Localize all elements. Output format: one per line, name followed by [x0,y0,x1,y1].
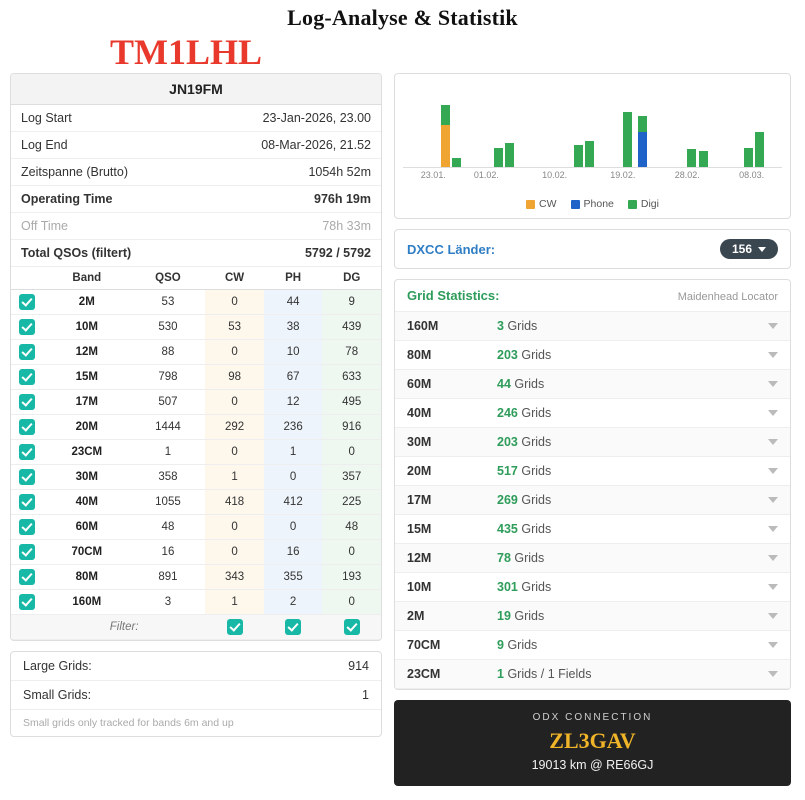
list-item[interactable] [395,515,790,544]
summary-row [11,213,381,240]
grid-stat-band: 40M [407,406,432,420]
chart-bar [494,148,503,167]
table-row [11,515,381,540]
chart-bar [505,143,514,167]
chart-legend-item[interactable] [628,198,659,210]
checkbox-icon[interactable] [19,419,35,435]
odx-caption: ODX CONNECTION [532,712,653,723]
band-table-th-dg: DG [322,267,381,290]
band-row-cw: 0 [205,515,264,540]
summary-row [11,240,381,267]
grid-stat-value [497,522,768,536]
band-row-ph: 44 [264,290,323,315]
band-row-band: 23CM [43,440,131,465]
band-row-qso: 507 [131,390,206,415]
grid-stat-suffix: Grids [521,522,552,536]
chart-bar [755,132,764,167]
checkbox-icon[interactable] [19,519,35,535]
legend-label: CW [539,198,557,210]
chevron-down-icon[interactable] [768,584,778,590]
summary-row-label: Log End [21,138,68,152]
band-row-checkbox[interactable] [11,490,43,515]
chart-bar-segment-digi [699,151,708,167]
checkbox-icon[interactable] [19,394,35,410]
band-row-ph: 0 [264,465,323,490]
band-row-band: 30M [43,465,131,490]
checkbox-icon[interactable] [19,544,35,560]
chart-bar-segment-digi [623,112,632,167]
list-item[interactable] [395,660,790,689]
legend-swatch-icon [628,200,637,209]
odx-card [394,700,791,786]
band-row-cw: 98 [205,365,264,390]
chevron-down-icon [758,247,766,252]
checkbox-icon[interactable] [344,619,360,635]
grid-totals-note: Small grids only tracked for bands 6m and up [23,717,234,729]
chart-x-tick: 10.02. [542,170,568,180]
band-row-checkbox[interactable] [11,340,43,365]
band-row-ph: 12 [264,390,323,415]
grid-stat-suffix: Grids [521,406,552,420]
table-row [11,340,381,365]
grid-stat-suffix: Grids [521,435,552,449]
summary-row-label: Off Time [21,219,69,233]
band-row-band: 15M [43,365,131,390]
band-row-dg: 78 [322,340,381,365]
band-row-band: 17M [43,390,131,415]
band-row-ph: 355 [264,565,323,590]
band-row-dg: 9 [322,290,381,315]
chart-x-tick: 23.01. [420,170,446,180]
grid-stat-band: 160M [407,319,439,333]
odx-callsign: ZL3GAV [549,728,636,753]
activity-chart [403,80,782,192]
right-column [394,73,791,786]
grid-total-row [11,681,381,710]
grid-stat-value [497,667,768,681]
band-row-checkbox[interactable] [11,440,43,465]
chart-bar-segment-digi [638,116,647,132]
list-item[interactable] [395,602,790,631]
grid-stat-count: 3 [497,319,504,333]
grid-stat-value [497,348,768,362]
chart-bar [638,116,647,167]
grid-stat-value [497,551,768,565]
chevron-down-icon[interactable] [768,526,778,532]
band-row-band: 160M [43,590,131,615]
chart-bar [699,151,708,167]
grid-stat-value [497,493,768,507]
band-row-checkbox[interactable] [11,290,43,315]
band-row-cw: 0 [205,540,264,565]
grid-stat-count: 19 [497,609,511,623]
checkbox-icon[interactable] [19,594,35,610]
chart-bar [687,149,696,167]
table-row [11,290,381,315]
checkbox-icon[interactable] [19,444,35,460]
band-row-qso: 798 [131,365,206,390]
table-row [11,565,381,590]
chart-bar-segment-digi [441,105,450,124]
band-row-cw: 292 [205,415,264,440]
band-row-checkbox[interactable] [11,390,43,415]
list-item[interactable] [395,428,790,457]
grid-stat-count: 78 [497,551,511,565]
grid-stat-count: 9 [497,638,504,652]
summary-row-value: 23-Jan-2026, 23.00 [262,111,371,125]
band-row-band: 12M [43,340,131,365]
grid-stat-band: 60M [407,377,432,391]
grid-stat-count: 269 [497,493,518,507]
chart-legend-item[interactable] [571,198,614,210]
grid-stat-suffix: Grids / 1 Fields [507,667,592,681]
band-row-qso: 48 [131,515,206,540]
band-row-dg: 633 [322,365,381,390]
grid-stat-count: 435 [497,522,518,536]
chart-bar-segment-digi [452,158,461,167]
list-item[interactable] [395,631,790,660]
grid-stat-suffix: Grids [521,348,552,362]
summary-row-value: 5792 / 5792 [304,246,371,260]
filter-spacer [11,615,43,640]
dxcc-row[interactable] [395,230,790,268]
legend-swatch-icon [571,200,580,209]
grid-stat-band: 10M [407,580,432,594]
chevron-down-icon[interactable] [768,671,778,677]
grid-stat-band: 30M [407,435,432,449]
summary-row [11,159,381,186]
summary-row [11,186,381,213]
chart-bar [574,145,583,167]
chevron-down-icon[interactable] [768,613,778,619]
grid-stat-band: 20M [407,464,432,478]
band-row-dg: 193 [322,565,381,590]
band-row-checkbox[interactable] [11,565,43,590]
table-row [11,390,381,415]
grid-stat-band: 2M [407,609,425,623]
station-callsign: TM1LHL [110,32,263,72]
activity-chart-card [394,73,791,219]
chevron-down-icon[interactable] [768,323,778,329]
grid-stat-band: 23CM [407,667,441,681]
table-row [11,440,381,465]
list-item[interactable] [395,312,790,341]
band-row-cw: 418 [205,490,264,515]
dxcc-count-pill[interactable] [720,239,778,259]
chevron-down-icon[interactable] [768,410,778,416]
band-row-cw: 0 [205,290,264,315]
chart-x-tick: 19.02. [610,170,636,180]
grid-stat-value [497,638,768,652]
chevron-down-icon[interactable] [768,439,778,445]
grid-stat-value [497,377,768,391]
grid-total-row [11,652,381,681]
filter-checkbox-cw[interactable] [205,615,264,640]
chart-bar [744,148,753,167]
band-row-cw: 0 [205,340,264,365]
band-row-checkbox[interactable] [11,540,43,565]
table-row [11,490,381,515]
band-row-cw: 343 [205,565,264,590]
grid-stat-suffix: Grids [514,551,545,565]
dxcc-card [394,229,791,269]
dxcc-count: 156 [731,242,752,256]
band-row-band: 2M [43,290,131,315]
checkbox-icon[interactable] [19,569,35,585]
grid-statistics-card [394,279,791,690]
content-columns [0,73,805,786]
grid-statistics-title: Grid Statistics: [407,288,500,303]
band-statistics-table [11,267,381,640]
grid-stat-count: 203 [497,348,518,362]
grid-total-value: 914 [348,659,369,673]
band-table-th-band: Band [43,267,131,290]
table-row [11,590,381,615]
band-table-th-check [11,267,43,290]
band-row-ph: 10 [264,340,323,365]
band-row-cw: 1 [205,590,264,615]
grid-stat-suffix: Grids [521,464,552,478]
grid-stat-suffix: Grids [507,638,538,652]
grid-stat-count: 246 [497,406,518,420]
grid-stat-count: 203 [497,435,518,449]
summary-row-label: Log Start [21,111,72,125]
left-column [10,73,382,747]
list-item[interactable] [395,341,790,370]
table-row [11,315,381,340]
band-row-qso: 16 [131,540,206,565]
list-item[interactable] [395,544,790,573]
chart-bar [623,112,632,167]
filter-row [11,615,381,640]
band-row-ph: 67 [264,365,323,390]
grid-stat-count: 1 [497,667,504,681]
band-row-qso: 53 [131,290,206,315]
grid-stat-count: 517 [497,464,518,478]
band-table-th-ph: PH [264,267,323,290]
band-row-dg: 357 [322,465,381,490]
chart-bar-segment-digi [505,143,514,167]
summary-row [11,132,381,159]
legend-label: Digi [640,198,659,210]
grid-stat-band: 70CM [407,638,441,652]
checkbox-icon[interactable] [19,294,35,310]
band-row-band: 60M [43,515,131,540]
band-row-qso: 358 [131,465,206,490]
chart-bar-segment-digi [494,148,503,167]
grid-stat-count: 44 [497,377,511,391]
band-row-cw: 0 [205,440,264,465]
band-table-body [11,290,381,615]
band-row-qso: 3 [131,590,206,615]
filter-checkbox-dg[interactable] [322,615,381,640]
table-row [11,415,381,440]
grid-total-label: Small Grids: [23,688,92,702]
checkbox-icon[interactable] [227,619,243,635]
table-row [11,540,381,565]
band-row-ph: 16 [264,540,323,565]
band-row-qso: 1444 [131,415,206,440]
checkbox-icon[interactable] [285,619,301,635]
chart-bar [585,141,594,167]
band-row-cw: 1 [205,465,264,490]
band-row-cw: 0 [205,390,264,415]
grid-stat-band: 15M [407,522,432,536]
band-row-band: 70CM [43,540,131,565]
band-row-ph: 2 [264,590,323,615]
band-row-ph: 0 [264,515,323,540]
checkbox-icon[interactable] [19,494,35,510]
band-row-ph: 236 [264,415,323,440]
band-row-band: 20M [43,415,131,440]
chart-x-tick: 01.02. [473,170,499,180]
chart-bar [452,158,461,167]
dxcc-label: DXCC Länder: [407,241,496,257]
band-row-qso: 530 [131,315,206,340]
checkbox-icon[interactable] [19,319,35,335]
grid-total-label: Large Grids: [23,659,92,673]
band-row-band: 80M [43,565,131,590]
band-row-band: 40M [43,490,131,515]
chart-legend [403,192,782,214]
checkbox-icon[interactable] [19,469,35,485]
chart-bar-segment-digi [585,141,594,167]
grid-stat-value [497,435,768,449]
checkbox-icon[interactable] [19,369,35,385]
legend-swatch-icon [526,200,535,209]
grid-total-rows [11,652,381,710]
summary-row-value: 08-Mar-2026, 21.52 [261,138,371,152]
grid-totals-card [10,651,382,737]
band-row-checkbox[interactable] [11,415,43,440]
band-row-qso: 1 [131,440,206,465]
grid-stat-value [497,406,768,420]
grid-total-value: 1 [362,688,369,702]
page-title: Log-Analyse & Statistik [287,5,518,30]
band-row-checkbox[interactable] [11,515,43,540]
band-table-header-row [11,267,381,290]
chevron-down-icon[interactable] [768,497,778,503]
band-row-qso: 891 [131,565,206,590]
band-table-head [11,267,381,290]
list-item[interactable] [395,573,790,602]
chart-bar-segment-phone [638,132,647,167]
summary-row-value: 976h 19m [314,192,371,206]
grid-stat-band: 17M [407,493,432,507]
list-item[interactable] [395,399,790,428]
filter-checkbox-ph[interactable] [264,615,323,640]
chevron-down-icon[interactable] [768,381,778,387]
band-row-checkbox[interactable] [11,590,43,615]
band-table-th-cw: CW [205,267,264,290]
grid-stat-value [497,580,768,594]
band-row-dg: 495 [322,390,381,415]
summary-row [11,105,381,132]
summary-card [10,73,382,641]
band-row-dg: 48 [322,515,381,540]
summary-row-label: Operating Time [21,192,113,206]
band-row-dg: 916 [322,415,381,440]
grid-stat-value [497,609,768,623]
grid-stat-value [497,319,768,333]
summary-row-value: 78h 33m [322,219,371,233]
chevron-down-icon[interactable] [768,468,778,474]
chart-x-axis [403,168,782,184]
chart-bar-segment-digi [574,145,583,167]
chevron-down-icon[interactable] [768,352,778,358]
band-row-dg: 0 [322,590,381,615]
summary-rows [11,105,381,267]
band-row-dg: 0 [322,440,381,465]
summary-row-value: 1054h 52m [308,165,371,179]
checkbox-icon[interactable] [19,344,35,360]
grid-statistics-rows [395,312,790,689]
legend-label: Phone [583,198,614,210]
band-row-ph: 38 [264,315,323,340]
chart-plot-area [403,80,782,168]
chart-bar-segment-cw [441,125,450,167]
summary-row-label: Total QSOs (filtert) [21,246,132,260]
band-row-band: 10M [43,315,131,340]
band-row-cw: 53 [205,315,264,340]
chevron-down-icon[interactable] [768,555,778,561]
chart-bar-segment-digi [687,149,696,167]
band-table-th-qso: QSO [131,267,206,290]
grid-stat-suffix: Grids [514,609,545,623]
band-row-ph: 1 [264,440,323,465]
odx-distance: 19013 km @ RE66GJ [531,758,654,772]
band-row-dg: 225 [322,490,381,515]
chart-bar-segment-digi [755,132,764,167]
grid-stat-count: 301 [497,580,518,594]
band-row-qso: 88 [131,340,206,365]
grid-stat-suffix: Grids [514,377,545,391]
list-item[interactable] [395,370,790,399]
grid-stat-suffix: Grids [507,319,538,333]
chart-legend-item[interactable] [526,198,557,210]
band-row-ph: 412 [264,490,323,515]
list-item[interactable] [395,457,790,486]
grid-stat-suffix: Grids [521,493,552,507]
band-row-checkbox[interactable] [11,365,43,390]
band-row-checkbox[interactable] [11,465,43,490]
band-row-dg: 439 [322,315,381,340]
grid-stat-band: 80M [407,348,432,362]
chart-bar-segment-digi [744,148,753,167]
grid-stat-band: 12M [407,551,432,565]
chevron-down-icon[interactable] [768,642,778,648]
band-table-foot [11,615,381,640]
grid-stat-suffix: Grids [521,580,552,594]
grid-stat-value [497,464,768,478]
locator-header: JN19FM [11,74,381,105]
band-row-dg: 0 [322,540,381,565]
filter-label: Filter: [43,615,205,640]
band-row-checkbox[interactable] [11,315,43,340]
table-row [11,465,381,490]
chart-bar [441,105,450,167]
summary-row-label: Zeitspanne (Brutto) [21,165,128,179]
band-row-qso: 1055 [131,490,206,515]
grid-statistics-header [395,280,790,312]
chart-x-tick: 28.02. [674,170,700,180]
chart-x-tick: 08.03. [739,170,765,180]
list-item[interactable] [395,486,790,515]
table-row [11,365,381,390]
grid-statistics-subtitle: Maidenhead Locator [677,291,778,303]
